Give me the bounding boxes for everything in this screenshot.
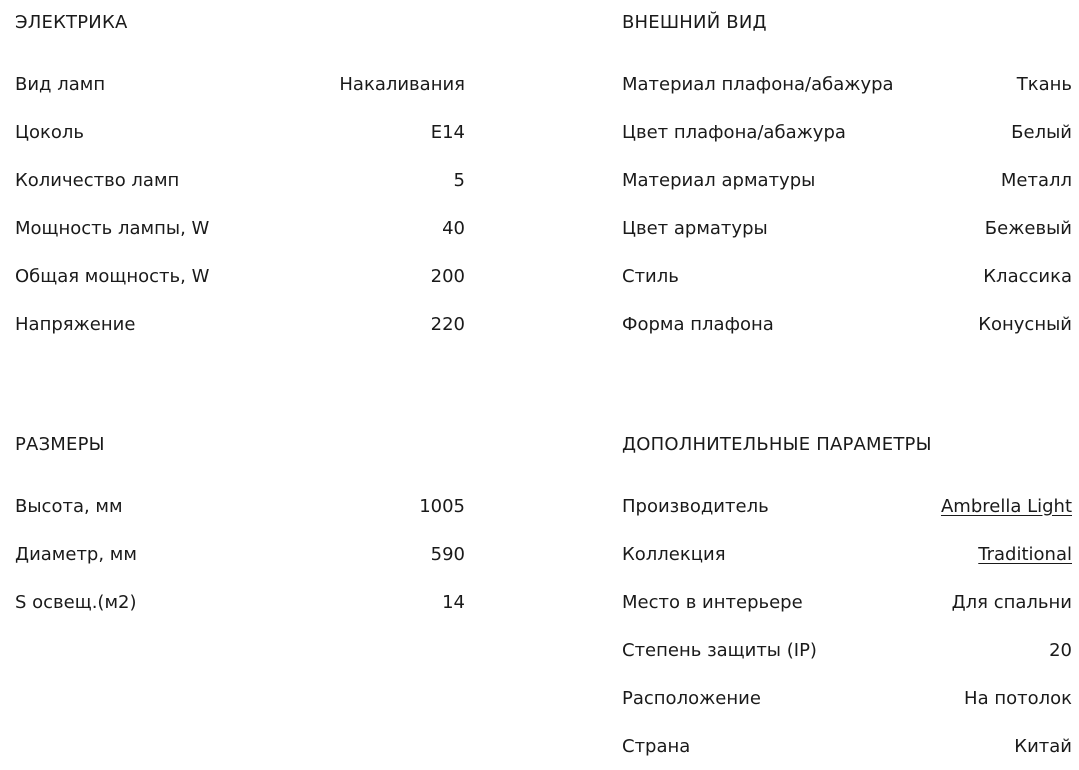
spec-value: Металл: [1000, 169, 1072, 191]
dimensions-section: [15, 422, 465, 626]
spec-row-socket: [15, 108, 465, 156]
appearance-section: [622, 0, 1072, 348]
spec-value: 5: [453, 169, 465, 191]
section-title: ЭЛЕКТРИКА: [15, 12, 128, 33]
spec-label: Страна: [622, 735, 691, 757]
spec-value: E14: [430, 121, 465, 143]
spec-row-shade-shape: [622, 300, 1072, 348]
spec-value: 40: [442, 217, 465, 239]
spec-label: Общая мощность, W: [15, 265, 210, 287]
spec-row-lamp-power: [15, 204, 465, 252]
spec-label: Стиль: [622, 265, 679, 287]
spec-label: Форма плафона: [622, 313, 774, 335]
spec-row-manufacturer: [622, 482, 1072, 530]
spec-row-frame-color: [622, 204, 1072, 252]
extra-params-section: [622, 422, 1072, 770]
spec-value: 200: [430, 265, 465, 287]
spec-value: 220: [430, 313, 465, 335]
spec-label: Расположение: [622, 687, 761, 709]
spec-row-shade-material: [622, 60, 1072, 108]
spec-value: Для спальни: [951, 591, 1072, 613]
spec-value: Ткань: [1016, 73, 1072, 95]
spec-label: Коллекция: [622, 543, 726, 565]
spec-value: Конусный: [978, 313, 1072, 335]
spec-row-lamp-type: [15, 60, 465, 108]
spec-row-style: [622, 252, 1072, 300]
spec-row-voltage: [15, 300, 465, 348]
spec-value: Бежевый: [984, 217, 1072, 239]
section-title: ДОПОЛНИТЕЛЬНЫЕ ПАРАМЕТРЫ: [622, 434, 932, 455]
spec-label: Количество ламп: [15, 169, 180, 191]
spec-value: 14: [442, 591, 465, 613]
spec-label: Высота, мм: [15, 495, 123, 517]
spec-row-shade-color: [622, 108, 1072, 156]
spec-label: Цоколь: [15, 121, 84, 143]
spec-value: На потолок: [964, 687, 1072, 709]
collection-link[interactable]: Traditional: [978, 543, 1072, 565]
spec-label: Материал арматуры: [622, 169, 816, 191]
manufacturer-link[interactable]: Ambrella Light: [940, 495, 1072, 517]
spec-label: Производитель: [622, 495, 769, 517]
spec-value: Китай: [1014, 735, 1072, 757]
spec-label: Вид ламп: [15, 73, 106, 95]
spec-value: Классика: [983, 265, 1072, 287]
spec-value: 20: [1049, 639, 1072, 661]
spec-value: 590: [430, 543, 465, 565]
spec-row-total-power: [15, 252, 465, 300]
spec-label: S освещ.(м2): [15, 591, 137, 613]
spec-row-collection: [622, 530, 1072, 578]
spec-value: Накаливания: [339, 73, 465, 95]
electrics-section: [15, 0, 465, 348]
spec-label: Напряжение: [15, 313, 136, 335]
spec-label: Цвет арматуры: [622, 217, 768, 239]
section-title: РАЗМЕРЫ: [15, 434, 105, 455]
spec-label: Материал плафона/абажура: [622, 73, 894, 95]
spec-row-ip-rating: [622, 626, 1072, 674]
spec-row-height: [15, 482, 465, 530]
spec-label: Мощность лампы, W: [15, 217, 210, 239]
spec-row-placement-room: [622, 578, 1072, 626]
spec-label: Степень защиты (IP): [622, 639, 817, 661]
spec-label: Место в интерьере: [622, 591, 803, 613]
spec-row-frame-material: [622, 156, 1072, 204]
spec-row-mounting: [622, 674, 1072, 722]
spec-label: Диаметр, мм: [15, 543, 137, 565]
section-title: ВНЕШНИЙ ВИД: [622, 12, 767, 33]
spec-row-lit-area: [15, 578, 465, 626]
spec-value: 1005: [419, 495, 465, 517]
spec-row-diameter: [15, 530, 465, 578]
spec-row-lamp-count: [15, 156, 465, 204]
spec-value: Белый: [1011, 121, 1072, 143]
spec-label: Цвет плафона/абажура: [622, 121, 846, 143]
